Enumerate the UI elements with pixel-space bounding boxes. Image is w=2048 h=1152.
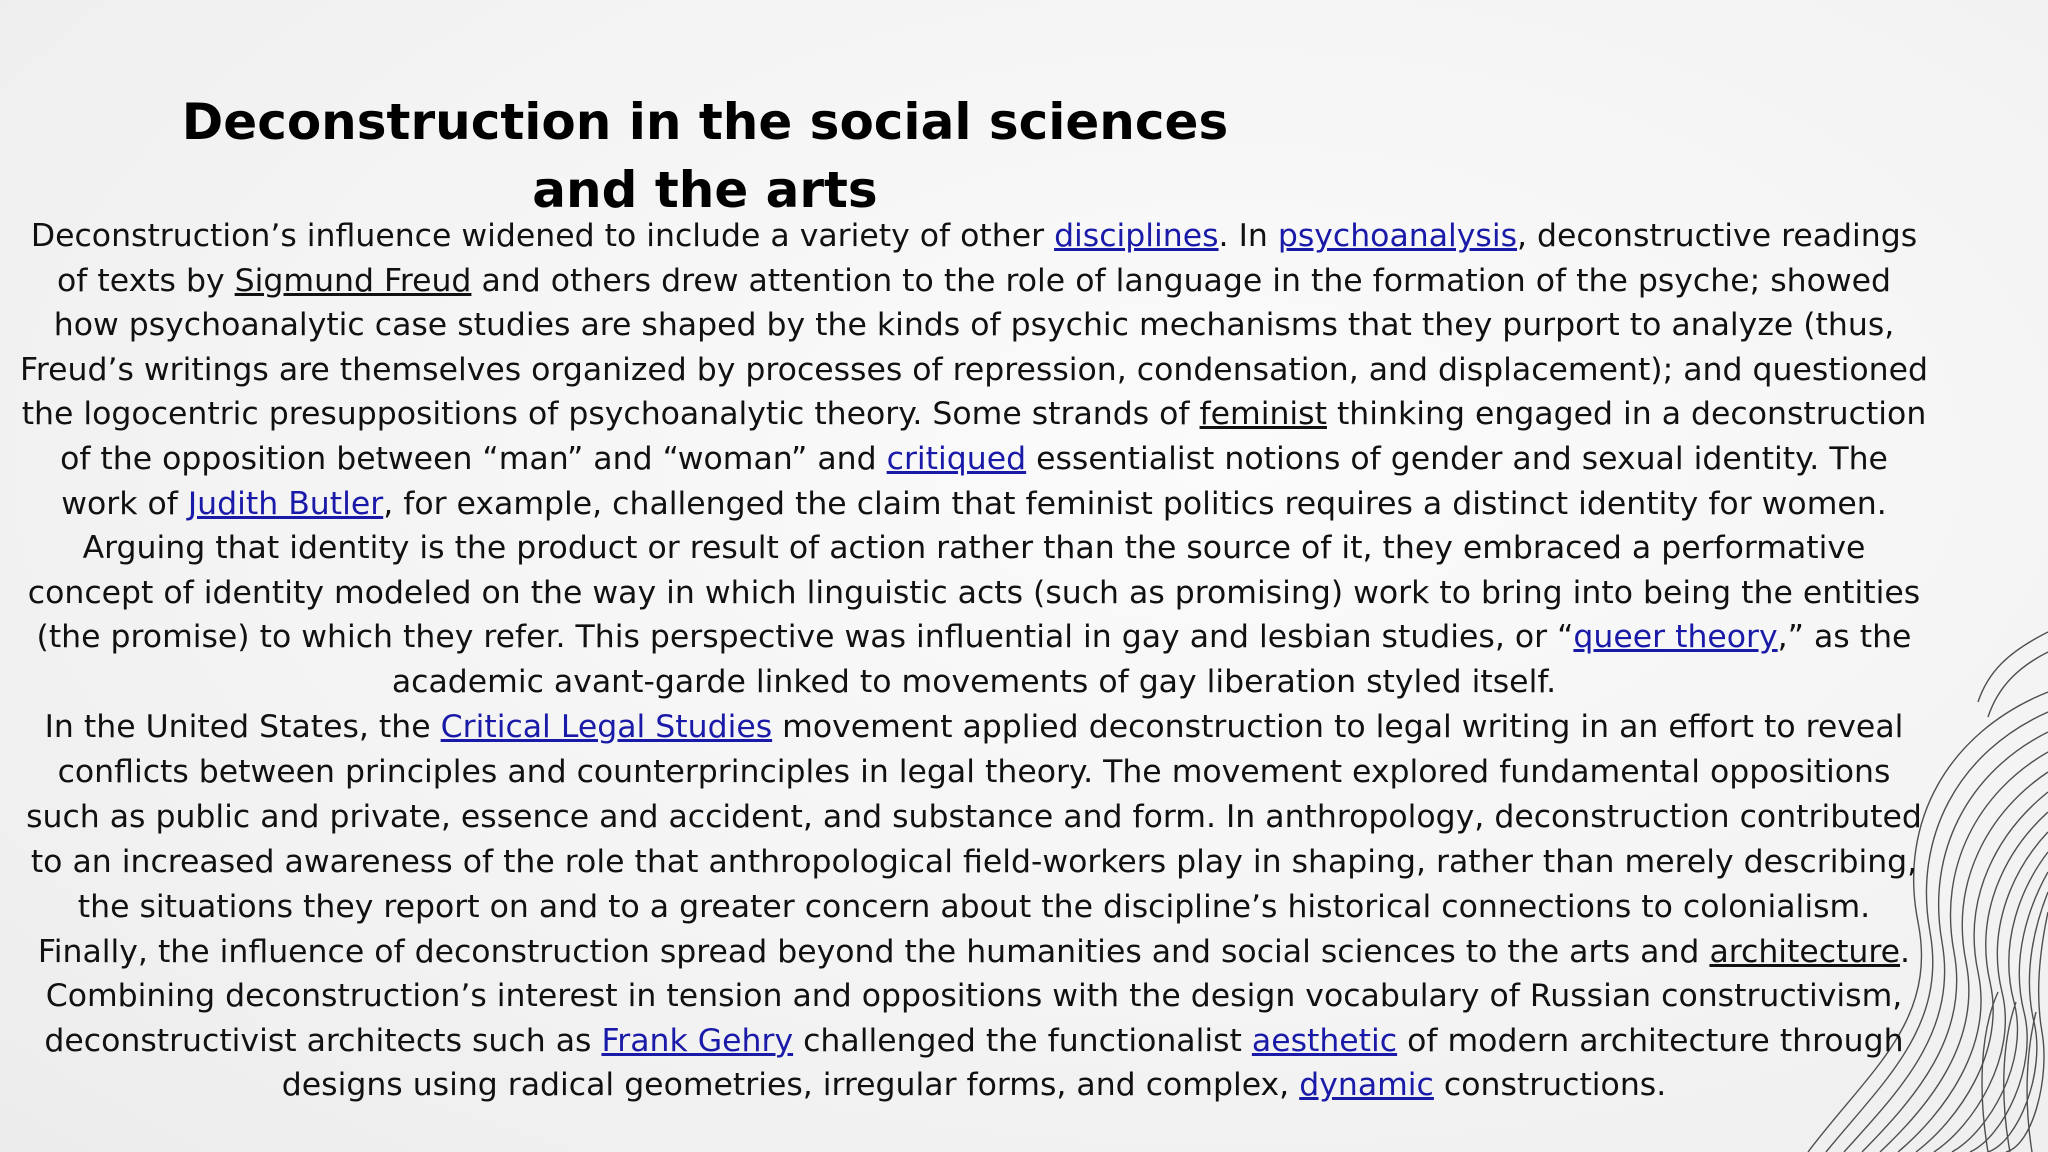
text-span: , for example, challenged the claim that feminist politics requires a distinct identity for women. Arguing that identity is the product or result of action rather than the source of it, they embraced a performative concept of identity modeled on the way in which linguistic acts (such as promising) work to bring into being the entities (the promise) to which they refer. This perspective was influential in gay and lesbian studies, or “ <box>27 485 1921 656</box>
text-span: . In <box>1218 218 1278 254</box>
link-judith-butler[interactable]: Judith Butler <box>187 485 384 522</box>
text-span: of modern architecture through designs using radical geometries, irregular forms, and complex, <box>281 1022 1904 1104</box>
link-dynamic[interactable]: dynamic <box>1299 1067 1434 1104</box>
link-frank-gehry[interactable]: Frank Gehry <box>601 1022 794 1059</box>
text-span: . Combining deconstruction’s interest in tension and oppositions with the design vocabulary of Russian constructivism, deconstructivist architects such as <box>44 933 1911 1059</box>
text-span: thinking engaged in a deconstruction of the opposition between “man” and “woman” and <box>60 396 1927 477</box>
paragraph-arts-architecture <box>20 930 1928 1108</box>
text-span: and others drew attention to the role of language in the formation of the psyche; showed how psychoanalytic case studies are shaped by the kinds of psychic mechanisms that they purport to analyze (thus, Freud’s writings are themselves organized by processes of repression, condensation, and displacement); and questioned the logocentric presuppositions of psychoanalytic theory. Some strands of <box>20 262 1928 433</box>
page-title: Deconstruction in the social sciences and the arts <box>181 93 1229 219</box>
link-critiqued[interactable]: critiqued <box>886 440 1027 477</box>
paragraph-legal-anthropology <box>20 705 1928 930</box>
text-span: constructions. <box>1433 1067 1667 1104</box>
text-span: Deconstruction’s influence widened to include a variety of other <box>30 218 1055 254</box>
link-queer-theory[interactable]: queer theory <box>1573 619 1778 656</box>
text-span: , deconstructive readings of texts by <box>57 218 1918 299</box>
link-feminist[interactable]: feminist <box>1199 396 1327 433</box>
text-span: essentialist notions of gender and sexual identity. The work of <box>61 440 1888 522</box>
link-sigmund-freud[interactable]: Sigmund Freud <box>234 262 472 299</box>
paragraph-psychoanalysis-feminism <box>20 214 1928 705</box>
text-span: Finally, the influence of deconstruction spread beyond the humanities and social sciences to the arts and <box>37 933 1710 970</box>
link-disciplines[interactable]: disciplines <box>1054 218 1219 254</box>
article-body <box>20 214 1928 1108</box>
text-span: challenged the functionalist <box>793 1022 1252 1059</box>
text-span: ,” as the academic avant-garde linked to movements of gay liberation styled itself. <box>391 619 1912 700</box>
text-span: movement applied deconstruction to legal writing in an effort to reveal conflicts between principles and counterprinciples in legal theory. The movement explored fundamental oppositions such as public and private, essence and accident, and substance and form. In anthropology, deconstruction contributed to an increased awareness of the role that anthropological field-workers play in shaping, rather than merely describing, the situations they report on and to a greater concern about the discipline’s historical connections to colonialism. <box>26 708 1922 925</box>
text-span: In the United States, the <box>44 708 441 745</box>
link-critical-legal-studies[interactable]: Critical Legal Studies <box>440 708 773 745</box>
link-aesthetic[interactable]: aesthetic <box>1251 1022 1398 1059</box>
link-architecture[interactable]: architecture <box>1709 933 1901 970</box>
link-psychoanalysis[interactable]: psychoanalysis <box>1277 218 1517 254</box>
